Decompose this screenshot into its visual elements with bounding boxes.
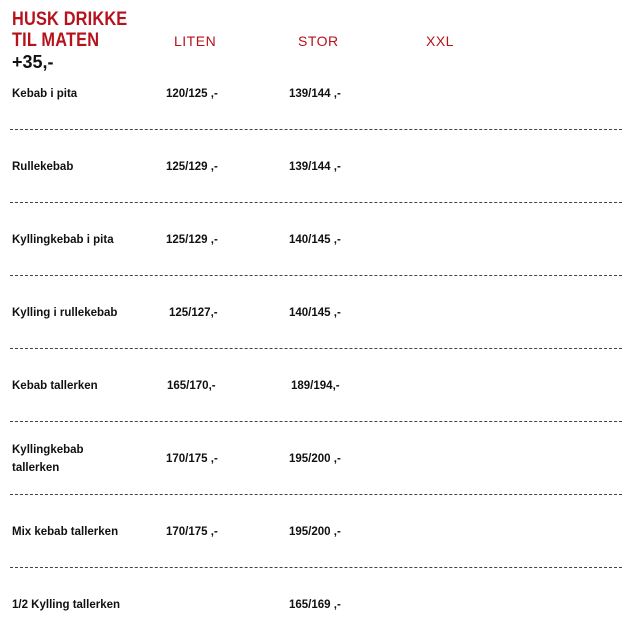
menu-row: [0, 422, 640, 495]
column-header-xxl: XXL: [426, 33, 454, 49]
menu-item-name: Kyllingkebab i pita: [12, 233, 114, 246]
menu-item-name: Kebab i pita: [12, 87, 78, 100]
price-stor: 140/145 ,-: [289, 233, 341, 246]
menu-row: [0, 349, 640, 422]
column-header-liten: LITEN: [174, 33, 217, 49]
price-stor: 140/145 ,-: [289, 306, 341, 319]
menu-row: [0, 276, 640, 349]
menu-row: [0, 57, 640, 130]
menu-row: [0, 568, 640, 641]
price-stor: 195/200 ,-: [289, 525, 341, 538]
promo-heading: [12, 9, 127, 51]
price-liten: 170/175 ,-: [166, 525, 218, 538]
promo-line-1: HUSK DRIKKE: [12, 9, 128, 30]
menu-item-name: Mix kebab tallerken: [12, 525, 119, 538]
price-stor: 139/144 ,-: [289, 160, 341, 173]
price-stor: 189/194,-: [291, 379, 340, 392]
price-stor: 139/144 ,-: [289, 87, 341, 100]
menu-row: [0, 495, 640, 568]
price-liten: 120/125 ,-: [166, 87, 218, 100]
menu-item-name: Kyllingkebab tallerken: [12, 443, 84, 474]
column-header-stor: STOR: [298, 33, 339, 49]
price-liten: 125/127,-: [169, 306, 218, 319]
promo-line-2: TIL MATEN: [12, 30, 100, 51]
menu-row: [0, 130, 640, 203]
price-liten: 125/129 ,-: [166, 233, 218, 246]
menu-item-name: 1/2 Kylling tallerken: [12, 598, 121, 611]
menu-item-name: Rullekebab: [12, 160, 74, 173]
price-liten: 165/170,-: [167, 379, 216, 392]
price-liten: 170/175 ,-: [166, 452, 218, 465]
menu-item-name: Kylling i rullekebab: [12, 306, 118, 319]
price-stor: 165/169 ,-: [289, 598, 341, 611]
menu-item-name: Kebab tallerken: [12, 379, 98, 392]
menu-row: [0, 203, 640, 276]
price-liten: 125/129 ,-: [166, 160, 218, 173]
promo-price: +35,-: [12, 52, 54, 72]
price-stor: 195/200 ,-: [289, 452, 341, 465]
